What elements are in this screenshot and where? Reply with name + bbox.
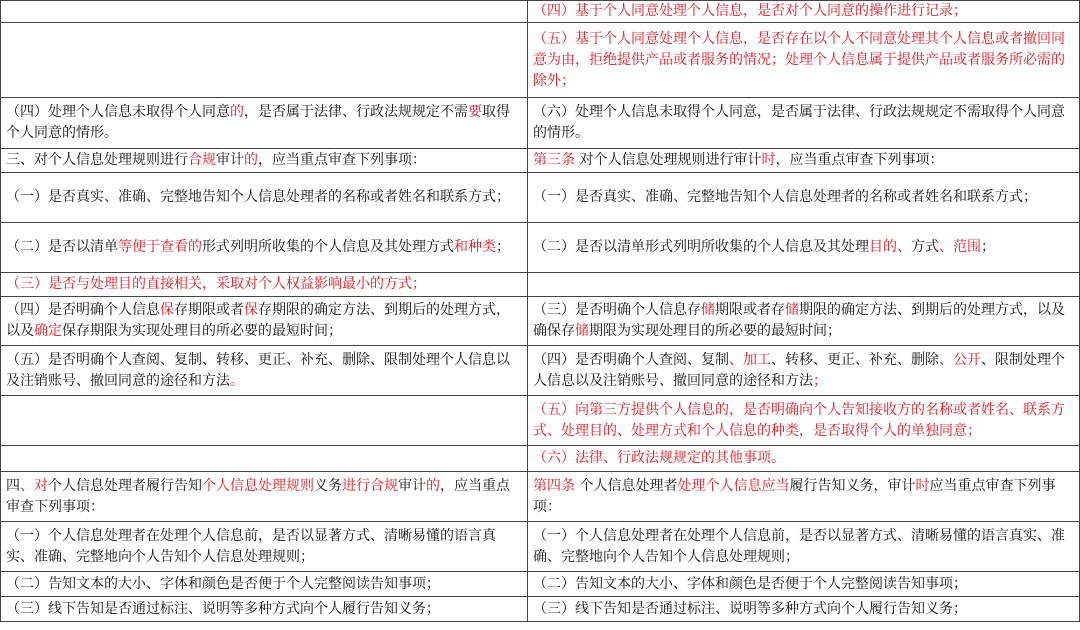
left-cell [1, 446, 528, 472]
text-run: 方式 [911, 239, 939, 255]
table-row [1, 572, 1080, 597]
text-run: 等便于查看的 [118, 239, 202, 255]
text-run: 应当重点审查下列事项： [533, 477, 1056, 515]
text-run: 履行告知义务，审计 [789, 477, 916, 494]
text-run: （三）是否明确个人信息存 [533, 302, 701, 318]
text-run: ，是否属于法律、行政法规规定不需 [244, 104, 468, 120]
text-run: （五）基于个人同意处理个人信息，是否存在以个人不同意处理其个人信息或者撤回同意为由，拒绝提供产品或者服务的情况；处理个人信息属于提供产品或者服务所必需的除外； [533, 30, 1065, 89]
text-run: 确定 [34, 323, 62, 339]
text-run: （一）个人信息处理者在处理个人信息前，是否以显著方式、清晰易懂的语言真实、准确、完整地向个人告知个人信息处理规则； [6, 527, 496, 565]
text-run: （二）是否以清单 [6, 239, 118, 255]
text-run: （四）是否明确个人查阅、复制 [533, 351, 729, 368]
text-run: 的 [230, 104, 244, 120]
text-run: 、公开 [939, 351, 981, 368]
text-run: （六）处理个人信息未取得个人同意，是否属于法律、行政法规规定不需取得个人同意的情形。 [533, 104, 1065, 141]
right-cell [528, 1, 1080, 23]
text-run: 、转移、更正、补充、删除 [771, 351, 939, 368]
left-cell [1, 522, 528, 572]
text-run: （四）基于个人同意处理个人信息，是否对个人同意的操作进行记录； [533, 3, 967, 19]
text-run: 期限为实现处理目的所必要的最短时间； [589, 323, 841, 339]
text-run: （一）个人信息处理者在处理个人信息前，是否以显著方式、清晰易懂的语言真实、准确、完整地向个人告知个人信息处理规则； [533, 527, 1065, 565]
text-run: 三、对个人信息处理规则进行 [6, 152, 188, 168]
right-cell [528, 446, 1080, 472]
text-run: （五）是否明确个人查阅、复制、转移、更正、补充、删除、限制处理个人信息以及注销账号、撤回同意的途径和方法 [6, 351, 510, 389]
text-run: 对个人信息处理规则进行审计 [575, 152, 762, 168]
text-run: ，应当重点审查下列事项： [6, 477, 510, 515]
table-row [1, 223, 1080, 273]
text-run: ； [981, 239, 995, 255]
comparison-table-body [1, 1, 1080, 622]
table-row [1, 149, 1080, 173]
text-run: ； [813, 372, 827, 389]
text-run: 个人信息处理者 [575, 477, 678, 494]
left-cell [1, 149, 528, 173]
text-run: 存期限的确定方法、到期后的处理方式，以及 [6, 302, 510, 339]
table-row [1, 1, 1080, 23]
left-cell [1, 98, 528, 149]
table-row [1, 273, 1080, 297]
text-run: 目的、 [869, 239, 911, 255]
text-run: 进行合规 [342, 477, 398, 494]
text-run: （二）告知文本的大小、字体和颜色是否便于个人完整阅读告知事项； [6, 575, 440, 592]
right-cell [528, 98, 1080, 149]
right-cell [528, 346, 1080, 396]
text-run: ，应当重点审查下列事项： [775, 152, 944, 168]
text-run: 的 [426, 477, 440, 494]
text-run: （五）向第三方提供个人信息的，是否明确向个人告知接收方的名称或者姓名、联系方式、处理目的、处理方式和个人信息的种类，是否取得个人的单独同意； [533, 401, 1065, 439]
table-row [1, 297, 1080, 346]
left-cell [1, 396, 528, 446]
left-cell [1, 23, 528, 98]
left-cell [1, 297, 528, 346]
text-run: 形式列明所收集的个人信息及其处理方式 [202, 239, 454, 255]
text-run: （四）是否明确个人信息 [6, 302, 160, 318]
text-run: 、对 [20, 477, 48, 494]
text-run: 、限制处理个人信息以及注销账号、撤回同意的途径和方法 [533, 351, 1065, 389]
text-run: （三）是否与处理目的直接相关，采取对个人权益影响最小的方式； [6, 276, 426, 292]
text-run: 期限或者存 [715, 302, 785, 318]
text-run: 保 [244, 302, 258, 318]
text-run: ； [496, 239, 510, 255]
text-run: 的 [244, 152, 258, 168]
text-run: 储 [785, 302, 799, 318]
text-run: 。 [230, 372, 244, 389]
text-run: （三）线下告知是否通过标注、说明等多种方式向个人履行告知义务； [6, 600, 440, 617]
left-cell [1, 597, 528, 622]
right-cell [528, 273, 1080, 297]
text-run: （二）是否以清单形式列明所收集的个人信息及其处理 [533, 239, 869, 255]
text-run: 期限的确定方法、到期后的处理方式，以及确保存 [533, 302, 1065, 339]
table-row [1, 396, 1080, 446]
table-row [1, 472, 1080, 522]
text-run: （四）处理个人信息未取得个人同意 [6, 104, 230, 120]
text-run: 四 [6, 477, 20, 494]
text-run: （三）线下告知是否通过标注、说明等多种方式向个人履行告知义务； [533, 600, 967, 617]
right-cell [528, 223, 1080, 273]
right-cell [528, 149, 1080, 173]
text-run: 审计 [398, 477, 426, 494]
text-run: ，应当重点审查下列事项： [258, 152, 426, 168]
text-run: 个人信息处理规则 [202, 477, 314, 494]
text-run: （一）是否真实、准确、完整地告知个人信息处理者的名称或者姓名和联系方式； [6, 189, 510, 205]
left-cell [1, 223, 528, 273]
text-run: 储 [701, 302, 715, 318]
right-cell [528, 472, 1080, 522]
text-run: 储 [575, 323, 589, 339]
table-row [1, 23, 1080, 98]
text-run: 时 [761, 152, 776, 168]
table-row [1, 346, 1080, 396]
left-cell [1, 273, 528, 297]
table-row [1, 522, 1080, 572]
text-run: 处理个人信息应当 [677, 477, 790, 494]
right-cell [528, 23, 1080, 98]
right-cell [528, 396, 1080, 446]
text-run: 个人信息处理者履行告知 [48, 477, 202, 494]
text-run: 取得个人同意的情形。 [6, 104, 510, 141]
right-cell [528, 572, 1080, 597]
right-cell [528, 597, 1080, 622]
text-run: 保存期限为实现处理目的所必要的最短时间； [62, 323, 342, 339]
text-run: 审计 [216, 152, 244, 168]
table-row [1, 597, 1080, 622]
left-cell [1, 346, 528, 396]
text-run: 和种类 [454, 239, 496, 255]
text-run: 第三条 [533, 152, 575, 168]
text-run: 第四条 [533, 477, 575, 494]
left-cell [1, 1, 528, 23]
text-run: 、范围 [939, 239, 981, 255]
text-run: 存期限或者 [174, 302, 244, 318]
text-run: 要 [468, 104, 482, 120]
table-row [1, 98, 1080, 149]
text-run: （六）法律、行政法规规定的其他事项。 [533, 450, 785, 466]
left-cell [1, 472, 528, 522]
text-run: 、加工 [729, 351, 771, 368]
text-run: 时 [915, 477, 930, 494]
left-cell [1, 572, 528, 597]
table-row [1, 446, 1080, 472]
right-cell [528, 297, 1080, 346]
table-row [1, 173, 1080, 223]
right-cell [528, 173, 1080, 223]
left-cell [1, 173, 528, 223]
text-run: 合规 [188, 152, 216, 168]
right-cell [528, 522, 1080, 572]
text-run: 保 [160, 302, 174, 318]
text-run: 义务 [314, 477, 342, 494]
text-run: （一）是否真实、准确、完整地告知个人信息处理者的名称或者姓名和联系方式； [533, 189, 1037, 205]
text-run: （二）告知文本的大小、字体和颜色是否便于个人完整阅读告知事项； [533, 575, 967, 592]
